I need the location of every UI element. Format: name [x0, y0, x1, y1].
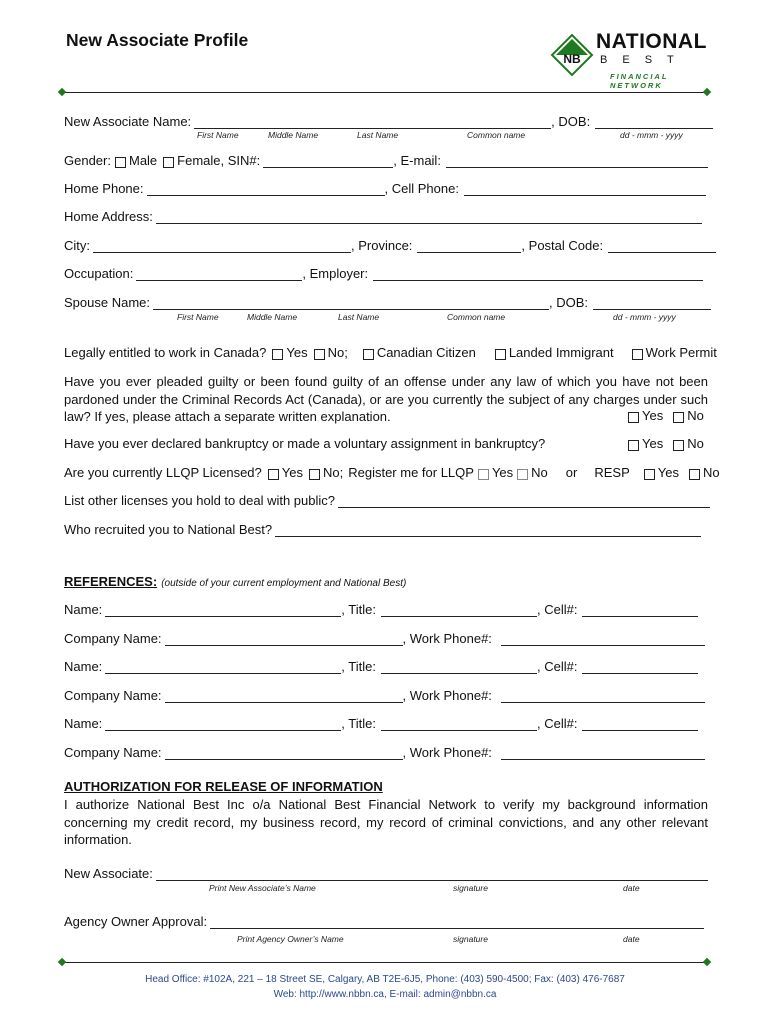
ref-1-name-field[interactable]	[105, 602, 341, 617]
ref-3-company-field[interactable]	[165, 745, 403, 760]
reference-3-company-row	[64, 745, 705, 760]
divider-dot-icon	[58, 88, 66, 96]
ref-3-work-phone-field[interactable]	[501, 745, 705, 760]
authorization-text: I authorize National Best Inc o/a National Best Financial Network to verify my background information concerning my credit record, my business record, my record of criminal convictions, and any other relevant information.	[64, 797, 708, 847]
divider-dot-icon	[703, 958, 711, 966]
cell-phone-label: , Cell Phone:	[384, 181, 459, 196]
caption-first-name: First Name	[197, 130, 239, 140]
bankruptcy-question: Have you ever declared bankruptcy or made a voluntary assignment in bankruptcy?	[64, 436, 546, 451]
reference-2-name-row	[64, 659, 698, 674]
associate-name-row	[64, 114, 713, 129]
top-divider	[62, 92, 706, 93]
owner-approval-row	[64, 914, 704, 929]
occupation-row	[64, 266, 703, 281]
reference-1-name-row	[64, 602, 698, 617]
citizen-checkbox[interactable]	[363, 349, 374, 360]
citizen-label: Canadian Citizen	[376, 345, 476, 360]
logo-word-national: NATIONAL	[596, 30, 707, 53]
work-entitlement-row	[64, 345, 717, 360]
resp-yes-label: Yes	[657, 465, 679, 480]
footer-address: Head Office: #102A, 221 – 18 Street SE, Calgary, AB T2E-6J5, Phone: (403) 590-4500; Fax: (403) 476-7687	[145, 974, 625, 985]
register-llqp-label: Register me for LLQP	[348, 465, 474, 480]
associate-name-field[interactable]	[194, 114, 551, 129]
criminal-yes-label: Yes	[642, 408, 664, 423]
cell-phone-field[interactable]	[464, 181, 706, 196]
caption-print-name: Print New Associate’s Name	[209, 883, 316, 893]
criminal-answer-row	[622, 408, 704, 423]
associate-dob-label: , DOB:	[551, 114, 591, 129]
licenses-row	[64, 493, 710, 508]
home-phone-label: Home Phone:	[64, 181, 144, 196]
spouse-dob-label: , DOB:	[549, 295, 589, 310]
ref-2-title-field[interactable]	[381, 659, 537, 674]
home-address-field[interactable]	[156, 209, 702, 224]
bankruptcy-answer-row	[622, 436, 704, 451]
associate-signature-field[interactable]	[156, 866, 708, 881]
bankruptcy-no-label: No	[687, 436, 704, 451]
ref-work-phone-label: , Work Phone#:	[402, 688, 492, 703]
bankruptcy-yes-label: Yes	[642, 436, 664, 451]
caption-common-name: Common name	[467, 130, 526, 140]
llqp-question: Are you currently LLQP Licensed?	[64, 465, 262, 480]
associate-signature-label: New Associate:	[64, 866, 153, 881]
footer-contact: Web: http://www.nbbn.ca, E-mail: admin@nbbn.ca	[273, 989, 497, 1000]
caption-common-name: Common name	[447, 312, 506, 322]
ref-1-cell-field[interactable]	[582, 602, 698, 617]
company-logo	[550, 30, 710, 90]
address-row	[64, 209, 702, 224]
work-question: Legally entitled to work in Canada?	[64, 345, 267, 360]
landed-immigrant-checkbox[interactable]	[495, 349, 506, 360]
caption-print-owner-name: Print Agency Owner’s Name	[237, 934, 344, 944]
male-checkbox[interactable]	[115, 157, 126, 168]
ref-3-cell-field[interactable]	[582, 716, 698, 731]
associate-name-label: New Associate Name:	[64, 114, 192, 129]
work-yes-checkbox[interactable]	[272, 349, 283, 360]
city-label: City:	[64, 238, 90, 253]
spouse-name-label: Spouse Name:	[64, 295, 150, 310]
work-yes-label: Yes	[286, 345, 308, 360]
llqp-row	[64, 465, 720, 480]
ref-company-label: Company Name:	[64, 631, 162, 646]
owner-approval-label: Agency Owner Approval:	[64, 914, 208, 929]
criminal-yes-checkbox[interactable]	[628, 412, 639, 423]
postal-code-label: , Postal Code:	[521, 238, 604, 253]
ref-name-label: Name:	[64, 716, 103, 731]
associate-signature-row	[64, 866, 708, 881]
caption-dob: dd - mmm - yyyy	[620, 130, 683, 140]
register-no-label: No	[531, 465, 548, 480]
reference-1-company-row	[64, 631, 705, 646]
register-no-checkbox[interactable]	[517, 469, 528, 480]
authorization-heading	[64, 779, 383, 794]
employer-label: , Employer:	[302, 266, 369, 281]
ref-name-label: Name:	[64, 659, 103, 674]
landed-immigrant-label: Landed Immigrant	[508, 345, 614, 360]
resp-no-label: No	[702, 465, 720, 480]
caption-dob: dd - mmm - yyyy	[613, 312, 676, 322]
licenses-field[interactable]	[338, 493, 710, 508]
recruiter-row	[64, 522, 701, 537]
occupation-label: Occupation:	[64, 266, 134, 281]
spouse-name-field[interactable]	[153, 295, 549, 310]
caption-first-name: First Name	[177, 312, 219, 322]
criminal-record-question	[64, 373, 708, 426]
female-sin-label: Female, SIN#:	[177, 153, 261, 168]
work-no-checkbox[interactable]	[314, 349, 325, 360]
criminal-no-checkbox[interactable]	[673, 412, 684, 423]
ref-1-title-field[interactable]	[381, 602, 537, 617]
references-heading-row	[64, 574, 406, 589]
licenses-label: List other licenses you hold to deal with public?	[64, 493, 335, 508]
caption-date: date	[623, 934, 640, 944]
postal-code-field[interactable]	[608, 238, 716, 253]
email-label: , E-mail:	[393, 153, 441, 168]
home-address-label: Home Address:	[64, 209, 153, 224]
ref-1-work-phone-field[interactable]	[501, 631, 705, 646]
bankruptcy-row	[64, 436, 545, 451]
caption-middle-name: Middle Name	[268, 130, 319, 140]
ref-work-phone-label: , Work Phone#:	[402, 631, 492, 646]
occupation-field[interactable]	[136, 266, 302, 281]
logo-word-best: B E S T	[600, 54, 680, 66]
recruiter-field[interactable]	[275, 522, 701, 537]
male-label: Male	[128, 153, 158, 168]
ref-cell-label: , Cell#:	[536, 659, 578, 674]
ref-2-name-field[interactable]	[105, 659, 341, 674]
llqp-yes-label: Yes	[281, 465, 303, 480]
caption-date: date	[623, 883, 640, 893]
logo-word-network: FINANCIAL NETWORK	[610, 72, 669, 90]
work-permit-checkbox[interactable]	[632, 349, 643, 360]
llqp-no-checkbox[interactable]	[309, 469, 320, 480]
work-permit-label: Work Permit	[645, 345, 717, 360]
ref-company-label: Company Name:	[64, 688, 162, 703]
llqp-yes-checkbox[interactable]	[268, 469, 279, 480]
bottom-divider	[62, 962, 706, 963]
criminal-record-text: Have you ever pleaded guilty or been found guilty of an offense under any law of which you have not been pardoned under the Criminal Records Act (Canada), or are you currently the subject of any charges under such law? If yes, please attach a separate written explanation.	[64, 374, 708, 424]
recruiter-label: Who recruited you to National Best?	[64, 522, 273, 537]
associate-dob-field[interactable]	[595, 114, 713, 129]
reference-3-name-row	[64, 716, 698, 731]
spouse-dob-field[interactable]	[593, 295, 711, 310]
bankruptcy-yes-checkbox[interactable]	[628, 440, 639, 451]
city-row	[64, 238, 716, 253]
female-checkbox[interactable]	[163, 157, 174, 168]
ref-3-name-field[interactable]	[105, 716, 341, 731]
criminal-no-label: No	[687, 408, 704, 423]
ref-cell-label: , Cell#:	[536, 602, 578, 617]
register-yes-label: Yes	[491, 465, 514, 480]
reference-2-company-row	[64, 688, 705, 703]
work-no-label: No;	[327, 345, 348, 360]
province-field[interactable]	[417, 238, 521, 253]
city-field[interactable]	[93, 238, 351, 253]
ref-1-company-field[interactable]	[165, 631, 403, 646]
gender-row	[64, 153, 708, 168]
ref-name-label: Name:	[64, 602, 103, 617]
references-heading: REFERENCES:	[64, 574, 158, 589]
home-phone-field[interactable]	[147, 181, 385, 196]
phone-row	[64, 181, 706, 196]
ref-3-title-field[interactable]	[381, 716, 537, 731]
register-yes-checkbox[interactable]	[478, 469, 489, 480]
divider-dot-icon	[58, 958, 66, 966]
caption-last-name: Last Name	[357, 130, 399, 140]
gender-label: Gender:	[64, 153, 111, 168]
ref-title-label: , Title:	[341, 716, 376, 731]
bankruptcy-no-checkbox[interactable]	[673, 440, 684, 451]
ref-title-label: , Title:	[341, 659, 376, 674]
llqp-no-label: No;	[322, 465, 344, 480]
province-label: , Province:	[351, 238, 413, 253]
caption-last-name: Last Name	[338, 312, 380, 322]
ref-2-cell-field[interactable]	[582, 659, 698, 674]
caption-middle-name: Middle Name	[247, 312, 298, 322]
ref-work-phone-label: , Work Phone#:	[402, 745, 492, 760]
ref-company-label: Company Name:	[64, 745, 162, 760]
employer-field[interactable]	[373, 266, 703, 281]
spouse-name-row	[64, 295, 711, 310]
resp-yes-checkbox[interactable]	[644, 469, 655, 480]
ref-2-company-field[interactable]	[165, 688, 403, 703]
page-title: New Associate Profile	[66, 30, 249, 50]
ref-title-label: , Title:	[341, 602, 376, 617]
or-label: or	[565, 465, 578, 480]
logo-mark-text: NB	[563, 52, 581, 66]
resp-no-checkbox[interactable]	[689, 469, 700, 480]
email-field[interactable]	[446, 153, 708, 168]
owner-approval-field[interactable]	[210, 914, 704, 929]
caption-signature: signature	[453, 934, 488, 944]
authorization-heading-text: AUTHORIZATION FOR RELEASE OF INFORMATION	[64, 779, 383, 794]
ref-2-work-phone-field[interactable]	[501, 688, 705, 703]
references-note: (outside of your current employment and National Best)	[161, 578, 407, 589]
sin-field[interactable]	[263, 153, 393, 168]
resp-label: RESP	[594, 465, 630, 480]
ref-cell-label: , Cell#:	[536, 716, 578, 731]
caption-signature: signature	[453, 883, 488, 893]
